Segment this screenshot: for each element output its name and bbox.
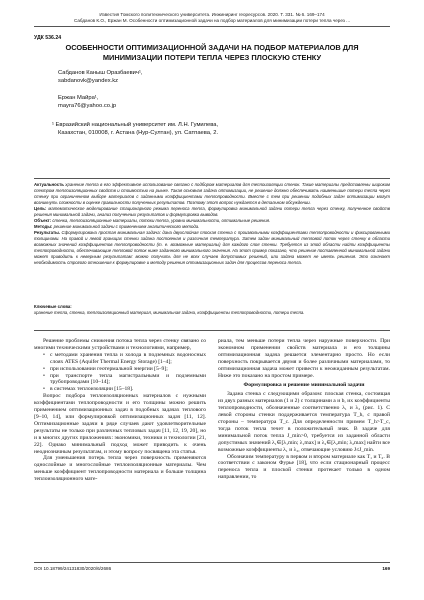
abstract-results (34, 230, 390, 266)
footer-rule (34, 562, 390, 563)
list-item: • с методами хранения тепла и холода в подземных водоносных слоях ATES (Aquifer Thermal Energy Storage) [1–4]; (43, 352, 206, 366)
keywords (34, 304, 390, 316)
abstract-aim (34, 206, 390, 218)
paper-title: ОСОБЕННОСТИ ОПТИМИЗАЦИОННОЙ ЗАДАЧИ НА ПОДБОР МАТЕРИАЛОВ ДЛЯ МИНИМИЗАЦИИ ПОТЕРИ ТЕПЛА ЧЕРЕЗ ПЛОСКУЮ СТЕНКУ (65, 43, 359, 62)
results-text: Сформулирована простая минимальная задача: дана двухслойная плоская стенка с произвольными коэффициентами теплопроводности и фиксированными толщинами. На правой и левой границах стенки задана постоянная и различная температура. Затем задан минимальный тепловой поток через стенку в области возможных значений коэффициентов теплопроводности (т. е. возможные материалы) для каждого слоя стенки. Требуется из этой области найти коэффициенты теплопроводности, обеспечивающие тепловой поток ниже заданного минимального значения. На этот пример показано, что решение поставленной минимальной задачи может приводить к неверным результатам: можно получить для не всех случаев допустимых решений, или задача может не иметь решения. Это означает необходимость строгого отношения к формулировке и методу решения оптимизационных задач для процессов переноса тепла. (34, 230, 390, 265)
author-2 (58, 95, 116, 110)
author-2-name: Ержан Майра¹, (58, 95, 99, 101)
doi[interactable]: DOI 10.18799/24131830/2020/6/2686 (34, 566, 112, 571)
keywords-text: хранение тепла, стенка, теплоизоляционный материал, минимальная задача, коэффициенты теплопроводности, потери тепла. (34, 310, 305, 315)
affiliation-line2: Казахстан, 010008, г. Астана (Нур-Султан), ул. Сатпаева, 2. (58, 129, 219, 136)
author-1 (58, 70, 143, 85)
methods-text: решение минимальной задачи с применением аналитического метода. (53, 224, 200, 229)
relevance-text: хранение тепла в его эффективное использование связано с подбором материалов для теплоизоляции стенок. Такие материалы представлены широким спектром теплоизоляционных свойств и стоимостью на рынке. Такая основная задача оптимизации, не решение должно обеспечивать наименьшие потери тепла через стенку при ограниченном выборе материалов с заданными коэффициентами теплопроводности. Вместе с тем при решении подобных задач оптимизации могут возникнуть сложности в оценке правильности полученных результатов. Поэтому этот вопрос нуждается в детальном обсуждении. (34, 182, 390, 205)
author-1-email[interactable]: sabdanovk@yandex.kz (58, 77, 119, 84)
journal-header-line1: Известия Томского политехнического университета. Инжиниринг георесурсов. 2020. Т. 331. № 6. 169–174 (99, 12, 325, 17)
intro-paragraph: Решение проблемы снижения потока тепла через стенку связано со многими техническими устройствами и технологиями, например, (34, 338, 206, 351)
body-paragraph: Вопрос подбора теплоизоляционных материалов с нужными коэффициентами теплопроводности и его толщины можно решить применением оптимизационных задач в подобных задачах теплового [9–10, 14], или формулировкой оптимизационных задач [11, 12]. Оптимизационные задачи в ряде случаев дают удовлетворительные результаты не только при различных тепловых задач [11, 12, 19, 20], но и в многих других приложениях: экономики, техники и технологии [21, 22]. Однако минимальный подход может приводить к очень неоднозначным результатам, и этому вопросу посвящена эта статья. (34, 393, 206, 455)
methods-label: Методы: (34, 224, 53, 229)
author-2-email[interactable]: mayra76@yahoo.co.jp (58, 102, 117, 109)
author-1-name: Сабданов Каныш Оразбаевич¹, (58, 70, 143, 76)
header-rule (34, 26, 390, 27)
affiliation (52, 122, 218, 137)
page-number: 169 (382, 566, 390, 571)
udk-code: УДК 536.24 (34, 35, 62, 41)
section-heading: Формулировка и решение минимальной задачи (243, 382, 365, 389)
affiliation-line1: ¹ Евразийский национальный университет им. Л.Н. Гумилева, (52, 122, 219, 128)
list-item: • в системах теплоизоляции [15–18]. (43, 386, 206, 393)
right-column (218, 338, 390, 481)
body-paragraph: риала, тем меньше потери тепла через наружные поверхности. При экономном применении свойств материала и его толщины оптимизационная задача решается элементарно просто. Но если поверхность покрывается двумя и более различными материалами, то оптимизационная задача может привести к неожиданным результатам. Ниже это показано на простом примере. (218, 338, 390, 379)
application-list (34, 352, 206, 393)
abstract-rule-bottom (34, 330, 390, 331)
body-paragraph: Обозначим температуру в первом и втором материале как T₁ и T₂. В соответствии с законом Фурье [18], что если стационарный процесс переноса тепла и плоской стенки протекает только в одном направлении, то (218, 453, 390, 481)
left-column (34, 338, 206, 483)
journal-header (0, 12, 424, 24)
body-paragraph: Для уменьшения потерь тепла через поверхность применяются однослойные и многослойные теплоизоляционные материалы. Чем меньше коэффициент теплопроводности материала и больше толщина теплоизоляционного мате- (34, 455, 206, 483)
journal-header-line2: Сабданов К.О., Ержан М. Особенности оптимизационной задачи на подбор материалов для минимизации потери тепла через ... (73, 18, 351, 23)
relevance-label: Актуальность (34, 182, 64, 187)
abstract-rule-top (34, 178, 390, 179)
body-paragraph: Задана стенка с следующими образом: плоская стенка, состоящая из двух разных материалов (1 и 2) с толщинами a и b, их коэффициенты теплопроводности, обозначенные соответственно λ₁ и λ₂ (рис. 1). С левой стороны стенки поддерживается температура T_h, с правой стороны – температура T_c. Для определенности примем T_h>T_c, тогда поток тепла течет в положительный знак. В задаче для минимальной поток тепла J_min>0, требуется из заданной области допустимых значений λ₁∈[λ₁min; λ₁max] и λ₂∈[λ₂min; λ₂max] найти все возможные коэффициенты λ₁ и λ₂, отвечающие условию J≤J_min. (218, 391, 390, 453)
keywords-label: Ключевые слова: (34, 304, 72, 309)
list-item: • при использовании геотермальной энергии [5–9]; (43, 366, 206, 373)
list-item: • при транспорте тепла магистральными и подземными трубопроводами [10–14]; (43, 373, 206, 387)
abstract (34, 182, 390, 266)
abstract-relevance (34, 182, 390, 206)
aim-text: математическое моделирование стационарного режима переноса тепла, формулировка минимальной задачи потери тепла через стенку, полученное свойств решения минимальной задачи, анализ полученных результатов и формулировка выводов. (34, 206, 390, 217)
objects-text: стенка, теплоизоляционные материалы, потоки тепла, уровни минимальности, оптимальные решения. (52, 218, 271, 223)
objects-label: Объект: (34, 218, 52, 223)
results-label: Результаты. (34, 230, 60, 235)
aim-label: Цель: (34, 206, 47, 211)
